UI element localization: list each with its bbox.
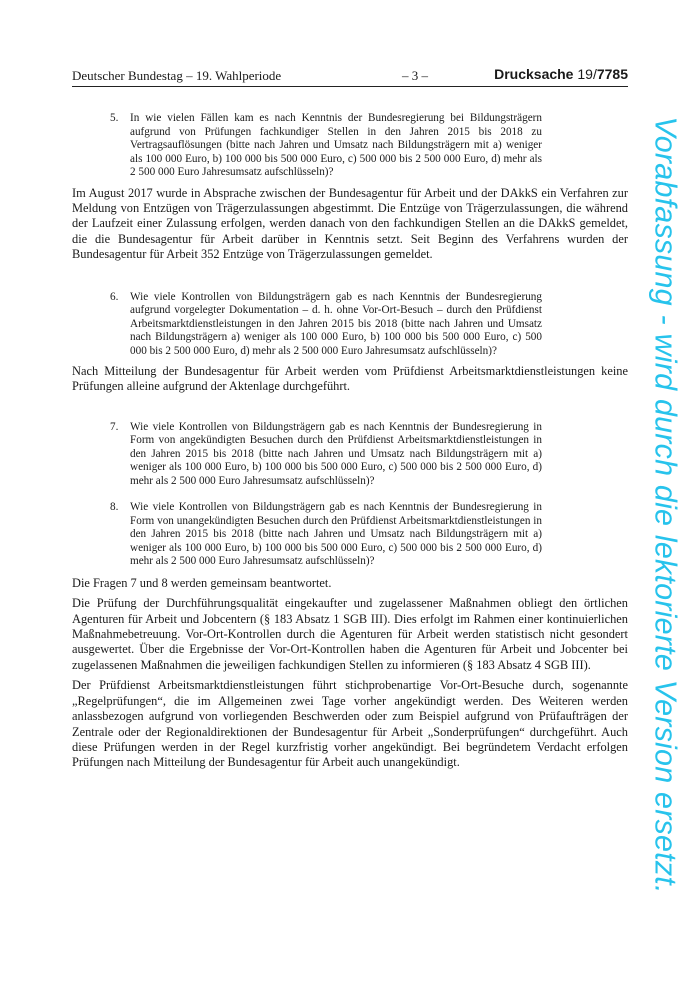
question-number: 8. xyxy=(110,501,119,514)
question-5 xyxy=(110,112,542,180)
document-number xyxy=(494,66,628,82)
document-period: 19/ xyxy=(577,66,597,82)
watermark-text: Vorabfassung - wird durch die lektorierte Version ersetzt. xyxy=(648,116,683,894)
page-header xyxy=(72,66,628,87)
draft-watermark xyxy=(645,110,685,900)
document-label: Drucksache xyxy=(494,66,574,82)
question-7 xyxy=(110,421,542,489)
question-number: 6. xyxy=(110,290,119,303)
question-number: 7. xyxy=(110,420,119,433)
answer-7-8-intro: Die Fragen 7 und 8 werden gemeinsam beantwortet. xyxy=(72,575,332,590)
question-text: In wie vielen Fällen kam es nach Kenntnis der Bundesregierung bei Bildungsträgern aufgrund von Prüfungen fachkundiger Stellen in den Jahren 2015 bis 2018 zu Vertragsauflösungen (bitte nach Jahren und Umsatz nach Bildungsträgern mit a) weniger als 100 000 Euro, b) 100 000 bis 500 000 Euro, c) 500 000 bis 2 500 000 Euro, d) mehr als 2 500 000 Euro Jahresumsatz aufschlüsseln)? xyxy=(130,112,542,178)
answer-7-8-paragraph-2: Der Prüfdienst Arbeitsmarktdienstleistungen führt stichprobenartige Vor-Ort-Besuche durch, sogenannte „Regelprüfungen“, die im Allgemeinen zwei Tage vorher angekündigt werden. Des Weiteren werden anlassbezogen aufgrund von vorliegenden Beschwerden oder zum Beispiel aufgrund von Prüfaufträgen der Zentrale oder der Regionaldirektionen der Bundesagentur für Arbeit „Sonderprüfungen“ durchgeführt. Auch diese Prüfungen werden in der Regel kurzfristig vorher angekündigt. Bei begründetem Verdacht erfolgen Prüfungen nach Mitteilung der Bundesagentur für Arbeit auch unangekündigt. xyxy=(72,678,628,770)
document-id: 7785 xyxy=(596,66,628,82)
question-text: Wie viele Kontrollen von Bildungsträgern gab es nach Kenntnis der Bundesregierung aufgrund vorgelegter Dokumentation – d. h. ohne Vor-Ort-Besuch – durch den Prüfdienst Arbeitsmarktdienstleistungen in den Jahren 2015 bis 2018 (bitte nach Jahren und Umsatz nach Bildungsträgern a) weniger als 100 000 Euro, b) 100 000 bis 500 000 Euro, c) 500 000 bis 2 500 000 Euro, d) mehr als 2 500 000 Euro Jahresumsatz aufschlüsseln)? xyxy=(130,290,542,357)
question-text: Wie viele Kontrollen von Bildungsträgern gab es nach Kenntnis der Bundesregierung in Form von unangekündigten Besuchen durch den Prüfdienst Arbeitsmarktdienstleistungen in den Jahren 2015 bis 2018 (bitte nach Jahren und Umsatz nach Bildungsträgern mit a) weniger als 100 000 Euro, b) 100 000 bis 500 000 Euro, c) 500 000 bis 2 500 000 Euro, d) mehr als 2 500 000 Euro Jahresumsatz aufschlüsseln)? xyxy=(130,501,542,568)
question-number: 5. xyxy=(110,112,119,124)
document-body xyxy=(72,112,628,771)
answer-5: Im August 2017 wurde in Absprache zwischen der Bundesagentur für Arbeit und der DAkkS ein Verfahren zur Meldung von Entzügen von Trägerzulassungen abgestimmt. Die Entzüge von Trägerzulassungen, die während der Laufzeit einer Zulassung erfolgen, werden danach von den fachkundigen Stellen an die DAkkS gemeldet, die die Bundesagentur für Arbeit darüber in Kenntnis setzt. Seit Beginn des Verfahrens wurden der Bundesagentur für Arbeit 352 Entzüge von Trägerzulassungen gemeldet. xyxy=(72,185,628,262)
page-number: – 3 – xyxy=(402,68,428,83)
answer-7-8-paragraph-1: Die Prüfung der Durchführungsqualität eingekaufter und zugelassener Maßnahmen obliegt den örtlichen Agenturen für Arbeit und Jobcentern (§ 183 Absatz 1 SGB III). Dies erfolgt im Rahmen einer kontinuierlichen Maßnahmebetreuung. Vor-Ort-Kontrollen durch die Agenturen für Arbeit werden statistisch nicht gesondert ausgewertet. Über die Ergebnisse der Vor-Ort-Kontrollen haben die Agenturen für Arbeit und Jobcenter bei zugelassenen Maßnahmen die jeweiligen fachkundigen Stellen zu informieren (§ 183 Absatz 4 SGB III). xyxy=(72,596,628,672)
question-text: Wie viele Kontrollen von Bildungsträgern gab es nach Kenntnis der Bundesregierung in Form von angekündigten Besuchen durch den Prüfdienst Arbeitsmarktdienstleistungen in den Jahren 2015 bis 2018 (bitte nach Jahren und Umsatz nach Bildungsträgern mit a) weniger als 100 000 Euro, b) 100 000 bis 500 000 Euro, c) 500 000 bis 2 500 000 Euro, d) mehr als 2 500 000 Euro Jahresumsatz aufschlüsseln)? xyxy=(130,420,542,487)
answer-6: Nach Mitteilung der Bundesagentur für Arbeit werden vom Prüfdienst Arbeitsmarktdienstleistungen keine Prüfungen alleine aufgrund der Aktenlage durchgeführt. xyxy=(72,364,628,394)
parliament-period: Deutscher Bundestag – 19. Wahlperiode xyxy=(72,68,282,83)
question-6 xyxy=(110,291,542,359)
question-8 xyxy=(110,501,542,569)
